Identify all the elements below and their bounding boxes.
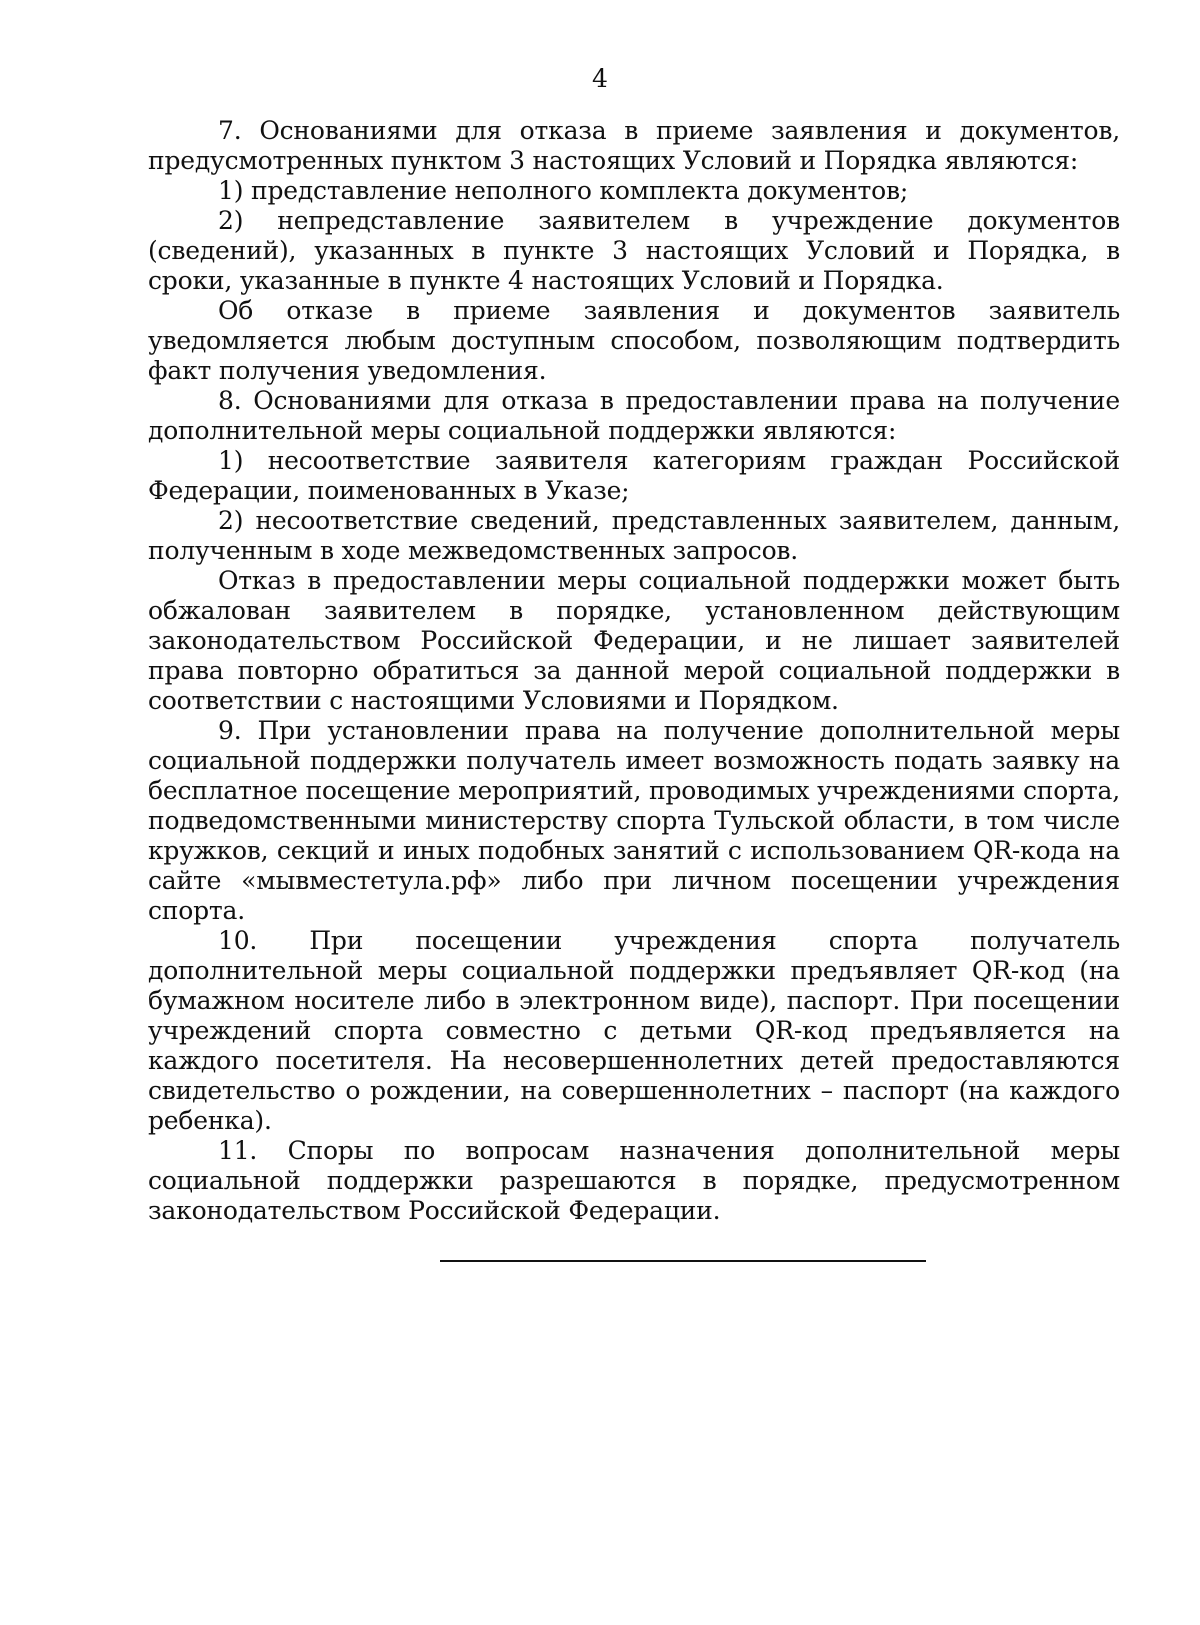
paragraph-8-item-2: 2) несоответствие сведений, представленных заявителем, данным, полученным в ходе межведомственных запросов. [148,506,1120,565]
paragraph-9: 9. При установлении права на получение дополнительной меры социальной поддержки получатель имеет возможность подать заявку на бесплатное посещение мероприятий, проводимых учреждениями спорта, подведомственными министерству спорта Тульской области, в том числе кружков, секций и иных подобных занятий с использованием QR-кода на сайте «мывместетула.рф» либо при личном посещении учреждения спорта. [148,716,1120,925]
paragraph-8: 8. Основаниями для отказа в предоставлении права на получение дополнительной меры социальной поддержки являются: [148,386,1120,445]
paragraph-8-item-1: 1) несоответствие заявителя категориям граждан Российской Федерации, поименованных в Указе; [148,446,1120,505]
end-of-document-divider [440,1260,926,1262]
paragraph-11: 11. Споры по вопросам назначения дополнительной меры социальной поддержки разрешаются в порядке, предусмотренном законодательством Российской Федерации. [148,1136,1120,1225]
paragraph-8-appeal: Отказ в предоставлении меры социальной поддержки может быть обжалован заявителем в порядке, установленном действующим законодательством Российской Федерации, и не лишает заявителей права повторно обратиться за данной мерой социальной поддержки в соответствии с настоящими Условиями и Порядком. [148,566,1120,715]
paragraph-7-notice: Об отказе в приеме заявления и документов заявитель уведомляется любым доступным способом, позволяющим подтвердить факт получения уведомления. [148,296,1120,385]
paragraph-7-item-1: 1) представление неполного комплекта документов; [218,176,909,205]
page-number: 4 [592,64,608,93]
document-body [148,116,1120,1226]
paragraph-10: 10. При посещении учреждения спорта получатель дополнительной меры социальной поддержки предъявляет QR-код (на бумажном носителе либо в электронном виде), паспорт. При посещении учреждений спорта совместно с детьми QR-код предъявляется на каждого посетителя. На несовершеннолетних детей предоставляются свидетельство о рождении, на совершеннолетних – паспорт (на каждого ребенка). [148,926,1120,1135]
paragraph-7-item-2: 2) непредставление заявителем в учреждение документов (сведений), указанных в пункте 3 настоящих Условий и Порядка, в сроки, указанные в пункте 4 настоящих Условий и Порядка. [148,206,1120,295]
paragraph-7: 7. Основаниями для отказа в приеме заявления и документов, предусмотренных пунктом 3 настоящих Условий и Порядка являются: [148,116,1120,175]
